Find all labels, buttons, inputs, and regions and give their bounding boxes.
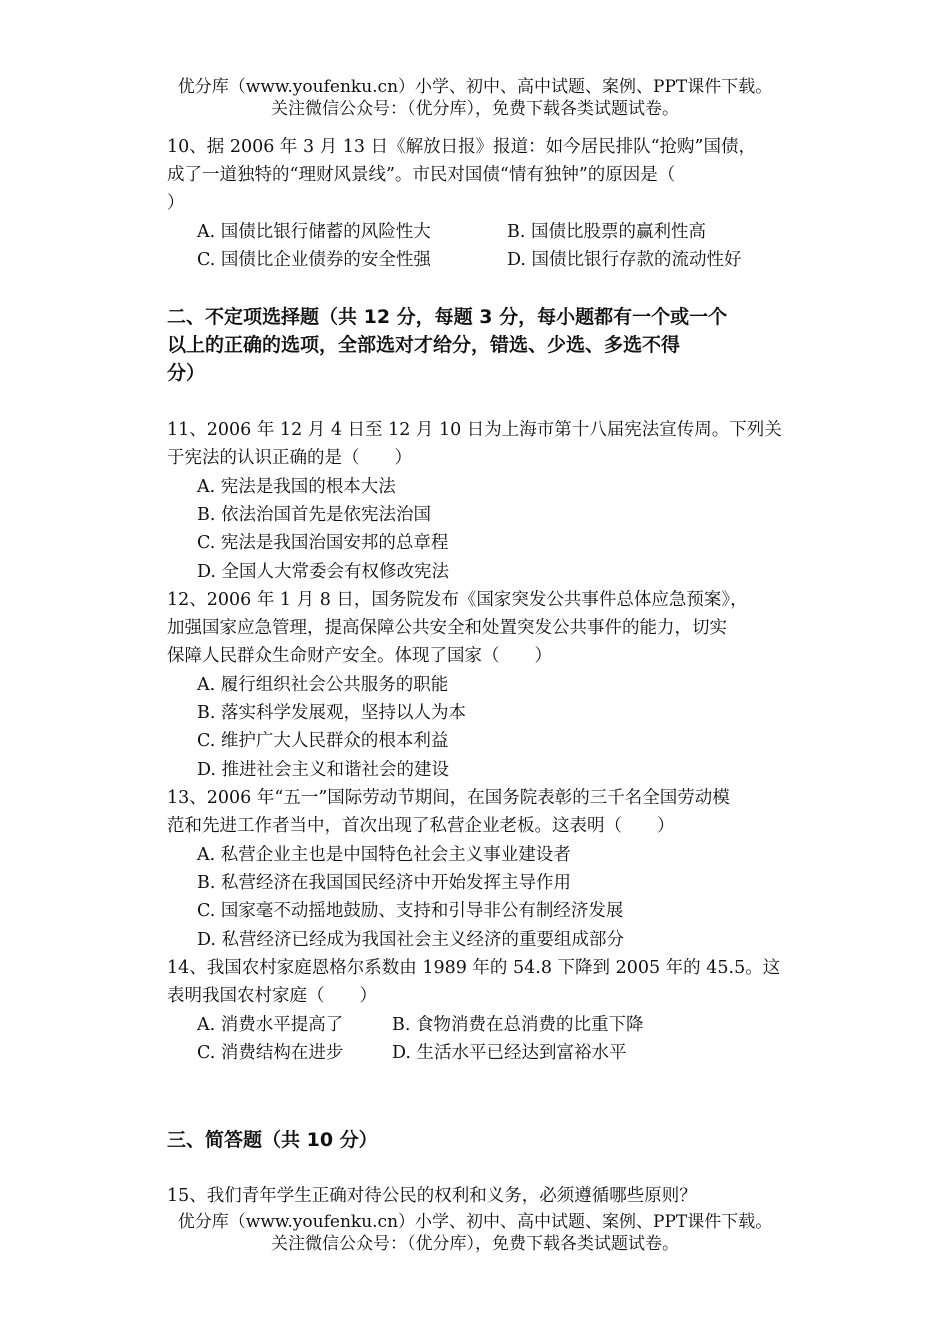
option-c: C. 消费结构在进步 (197, 1043, 344, 1063)
question-text-line: 成了一道独特的“理财风景线”。市民对国债“情有独钟”的原因是（ (167, 165, 676, 185)
question-text-line: 保障人民群众生命财产安全。体现了国家（ ） (167, 646, 552, 666)
option-b: B. 私营经济在我国国民经济中开始发挥主导作用 (197, 873, 571, 893)
question-text-line: 13、2006 年“五一”国际劳动节期间，在国务院表彰的三千名全国劳动模 (167, 788, 730, 808)
option-d: D. 全国人大常委会有权修改宪法 (197, 562, 450, 582)
option-d: D. 生活水平已经达到富裕水平 (392, 1043, 627, 1063)
option-d: D. 私营经济已经成为我国社会主义经济的重要组成部分 (197, 930, 625, 950)
header-line-2: 关注微信公众号：（优分库），免费下载各类试题试卷。 (271, 99, 679, 119)
section-heading-line: 分） (167, 362, 206, 384)
option-a: A. 消费水平提高了 (197, 1015, 344, 1035)
footer-line-1: 优分库（www.youfenku.cn）小学、初中、高中试题、案例、PPT课件下载。 (177, 1212, 773, 1232)
question-text-line: 范和先进工作者当中，首次出现了私营企业老板。这表明（ ） (167, 816, 675, 836)
option-d: D. 推进社会主义和谐社会的建设 (197, 760, 450, 780)
section-3-heading: 三、简答题（共 10 分） (167, 1129, 378, 1151)
question-text-line: 加强国家应急管理，提高保障公共安全和处置突发公共事件的能力，切实 (167, 618, 727, 638)
option-c: C. 维护广大人民群众的根本利益 (197, 731, 449, 751)
option-b: B. 落实科学发展观，坚持以人为本 (197, 703, 466, 723)
question-15: 15、我们青年学生正确对待公民的权利和义务，必须遵循哪些原则？ (167, 1186, 697, 1206)
option-c: C. 宪法是我国治国安邦的总章程 (197, 533, 449, 553)
section-heading-line: 二、不定项选择题（共 12 分，每题 3 分，每小题都有一个或一个 (167, 306, 728, 328)
option-a: A. 私营企业主也是中国特色社会主义事业建设者 (197, 845, 571, 865)
option-a: A. 履行组织社会公共服务的职能 (197, 675, 449, 695)
option-d: D. 国债比银行存款的流动性好 (507, 250, 742, 270)
question-text-line: 表明我国农村家庭（ ） (167, 986, 377, 1006)
option-c: C. 国债比企业债券的安全性强 (197, 250, 431, 270)
section-heading-line: 以上的正确的选项，全部选对才给分，错选、少选、多选不得 (167, 334, 681, 356)
question-text-line: 11、2006 年 12 月 4 日至 12 月 10 日为上海市第十八届宪法宣传周。下列关 (167, 420, 782, 440)
question-text-line: 12、2006 年 1 月 8 日，国务院发布《国家突发公共事件总体应急预案》， (167, 590, 748, 610)
option-b: B. 国债比股票的赢利性高 (507, 222, 706, 242)
question-text-line: ） (167, 193, 185, 213)
option-b: B. 依法治国首先是依宪法治国 (197, 505, 431, 525)
question-text-line: 14、我国农村家庭恩格尔系数由 1989 年的 54.8 下降到 2005 年的 45.5。这 (167, 958, 781, 978)
option-c: C. 国家毫不动摇地鼓励、支持和引导非公有制经济发展 (197, 901, 624, 921)
footer-line-2: 关注微信公众号：（优分库），免费下载各类试题试卷。 (271, 1234, 679, 1254)
question-text-line: 于宪法的认识正确的是（ ） (167, 448, 412, 468)
option-a: A. 国债比银行储蓄的风险性大 (197, 222, 431, 242)
option-b: B. 食物消费在总消费的比重下降 (392, 1015, 644, 1035)
question-text-line: 10、据 2006 年 3 月 13 日《解放日报》报道：如今居民排队“抢购”国债， (167, 137, 756, 157)
header-line-1: 优分库（www.youfenku.cn）小学、初中、高中试题、案例、PPT课件下载。 (177, 77, 773, 97)
option-a: A. 宪法是我国的根本大法 (197, 477, 396, 497)
